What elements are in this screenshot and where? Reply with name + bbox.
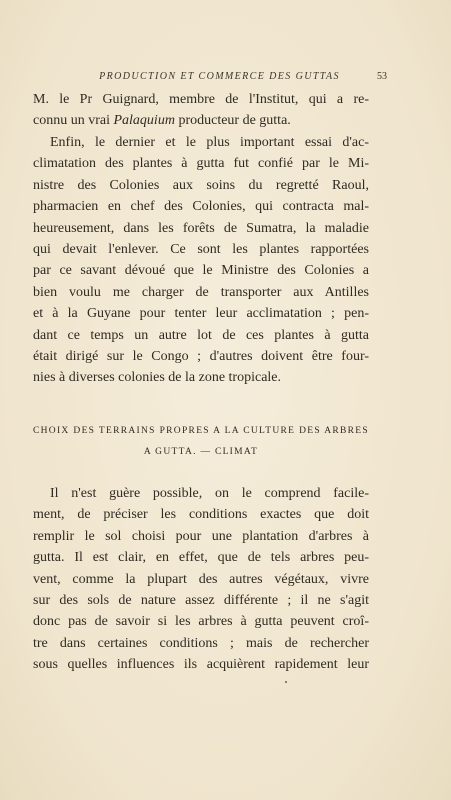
text-line: était dirigé sur le Congo ; d'autres doivent être four- — [33, 348, 369, 364]
text-line: Enfin, le dernier et le plus important essai d'ac- — [50, 135, 369, 150]
paragraph-terrains — [33, 483, 369, 676]
running-head: PRODUCTION ET COMMERCE DES GUTTAS — [99, 71, 340, 82]
text-line: climatation des plantes à gutta fut confié par le Mi- — [33, 156, 369, 172]
text-line: sur des sols de nature assez différente ; il ne s'agit — [33, 592, 369, 608]
section-heading-line: A GUTTA. — CLIMAT — [143, 447, 259, 457]
section-heading-line: CHOIX DES TERRAINS PROPRES A LA CULTURE DES ARBRES — [33, 426, 369, 436]
text-line: dant ce temps un autre lot de ces plantes à gutta — [33, 327, 369, 343]
print-speck — [285, 681, 287, 683]
paragraph-continuation — [33, 89, 369, 132]
text-line: donc pas de savoir si les arbres à gutta peuvent croî- — [33, 614, 369, 630]
genus-name: Palaquium — [113, 113, 175, 129]
text-line: pharmacien en chef des Colonies, qui contracta mal- — [33, 199, 369, 215]
text-line: sous quelles influences ils acquièrent rapidement leur — [33, 657, 369, 673]
text-line: heureusement, dans les forêts de Sumatra, la maladie — [33, 220, 369, 236]
text-line: et à la Guyane pour tenter leur acclimatation ; pen- — [33, 306, 369, 322]
text-line: qui devait l'enlever. Ce sont les plantes rapportées — [33, 241, 369, 257]
section-heading — [33, 421, 369, 463]
page-number: 53 — [377, 71, 387, 82]
text-line: gutta. Il est clair, en effet, que de tels arbres peu- — [33, 550, 369, 566]
text-line: vent, comme la plupart des autres végétaux, vivre — [33, 571, 369, 587]
text-line: nies à diverses colonies de la zone tropicale. — [33, 370, 282, 386]
text-line: ment, de préciser les conditions exactes que doit — [33, 507, 369, 523]
text-line: nistre des Colonies aux soins du regretté Raoul, — [33, 177, 369, 193]
text-line: remplir le sol choisi pour une plantation d'arbres à — [33, 528, 369, 544]
text-line: par ce savant dévoué que le Ministre des Colonies a — [33, 263, 369, 279]
text-line: connu un vrai Palaquium producteur de gutta. — [33, 113, 291, 129]
text-line: bien voulu me charger de transporter aux Antilles — [33, 284, 369, 300]
text-line: M. le Pr Guignard, membre de l'Institut, qui a re- — [33, 92, 369, 107]
text-line: Il n'est guère possible, on le comprend facile- — [50, 486, 369, 501]
text-line: tre dans certaines conditions ; mais de rechercher — [33, 635, 369, 651]
paragraph-acclimatation — [33, 132, 369, 389]
